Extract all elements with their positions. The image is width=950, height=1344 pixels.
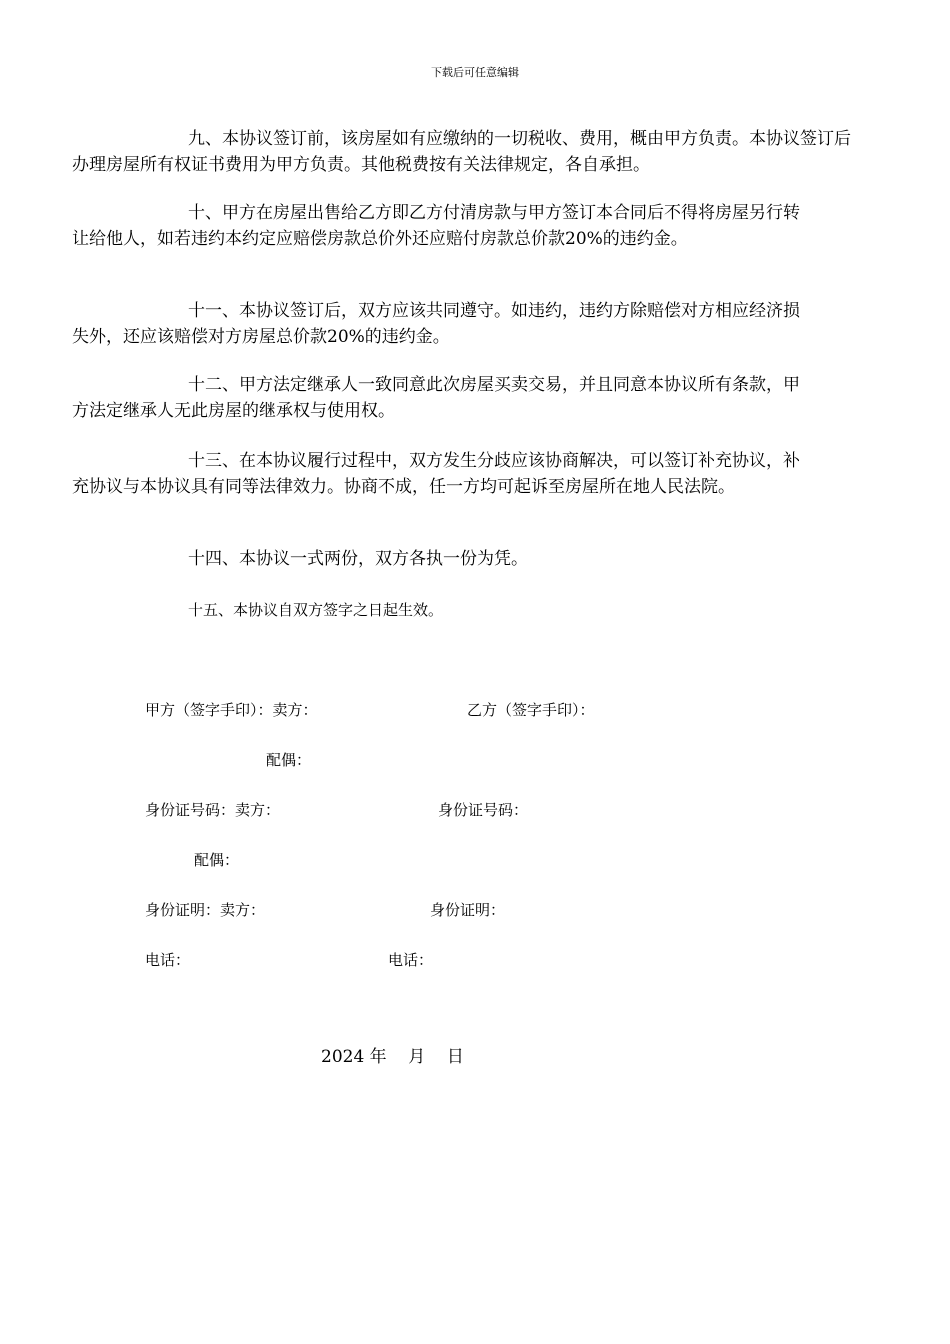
clause-14: 十四、本协议一式两份，双方各执一份为凭。 xyxy=(188,549,528,569)
seller-id-number-label: 身份证号码：卖方： xyxy=(145,801,281,819)
signing-date: 2024 年 月 日 xyxy=(321,1047,464,1067)
clause-13: 十三、在本协议履行过程中，双方发生分歧应该协商解决，可以签订补充协议，补充协议与本协议具有同等法律效力。协商不成，任一方均可起诉至房屋所在地人民法院。 xyxy=(72,451,800,497)
seller-id-proof-label: 身份证明：卖方： xyxy=(145,901,266,919)
seller-spouse-label-2: 配偶： xyxy=(194,851,240,869)
download-note: 下载后可任意编辑 xyxy=(431,66,519,79)
clause-10: 十、甲方在房屋出售给乙方即乙方付清房款与甲方签订本合同后不得将房屋另行转让给他人，如若违约本约定应赔偿房款总价外还应赔付房款总价款20%的违约金。 xyxy=(72,203,800,249)
buyer-id-number-label: 身份证号码： xyxy=(438,801,529,819)
seller-spouse-label: 配偶： xyxy=(266,751,312,769)
buyer-phone-label: 电话： xyxy=(388,951,434,969)
clause-12: 十二、甲方法定继承人一致同意此次房屋买卖交易，并且同意本协议所有条款，甲方法定继承人无此房屋的继承权与使用权。 xyxy=(72,375,800,421)
clause-15: 十五、本协议自双方签字之日起生效。 xyxy=(188,601,444,619)
clause-9: 九、本协议签订前，该房屋如有应缴纳的一切税收、费用，概由甲方负责。本协议签订后办理房屋所有权证书费用为甲方负责。其他税费按有关法律规定，各自承担。 xyxy=(72,129,851,175)
seller-phone-label: 电话： xyxy=(145,951,191,969)
buyer-id-proof-label: 身份证明： xyxy=(430,901,506,919)
party-a-signature-label: 甲方（签字手印）：卖方： xyxy=(145,701,318,719)
party-b-signature-label: 乙方（签字手印）： xyxy=(467,701,595,719)
clause-11: 十一、本协议签订后，双方应该共同遵守。如违约，违约方除赔偿对方相应经济损失外，还应该赔偿对方房屋总价款20%的违约金。 xyxy=(72,301,800,347)
